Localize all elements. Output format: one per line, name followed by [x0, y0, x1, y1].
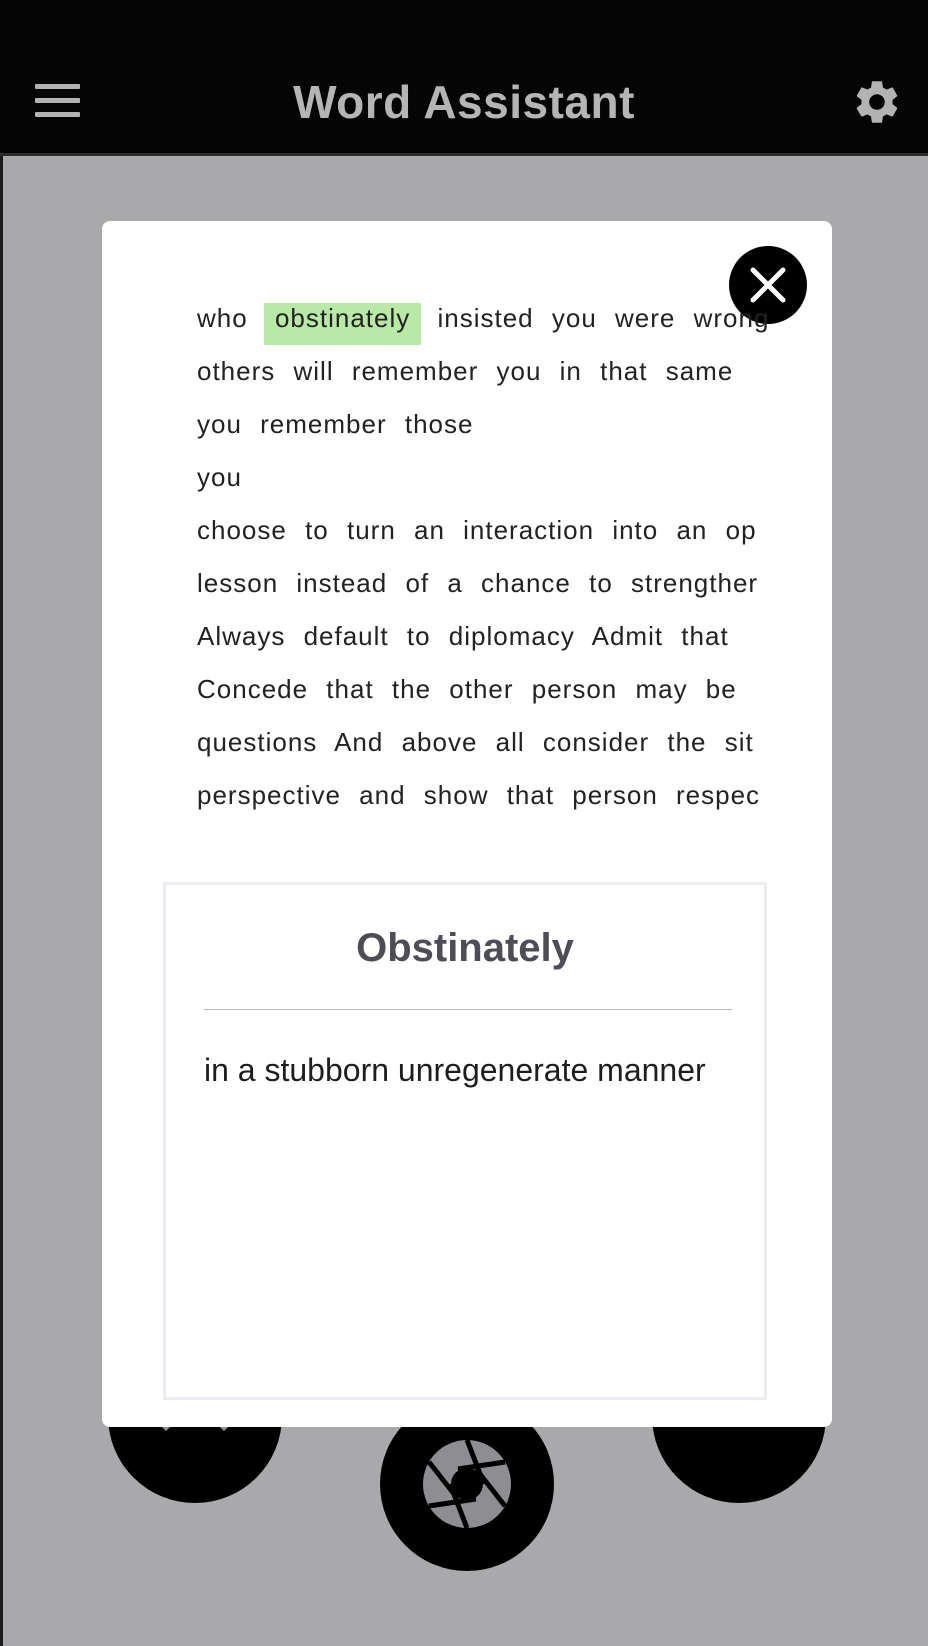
- passage-line: you remember those: [197, 409, 474, 439]
- passage-line: you: [197, 462, 242, 492]
- scanned-passage: [197, 301, 792, 841]
- header-divider: [0, 153, 928, 156]
- definition-divider: [204, 1009, 732, 1010]
- definition-text: in a stubborn unregenerate manner: [204, 1052, 706, 1088]
- passage-line: lesson instead of a chance to strengther: [197, 568, 759, 598]
- passage-line: questions And above all consider the sit: [197, 727, 754, 757]
- passage-line: perspective and show that person respec: [197, 780, 761, 810]
- passage-line: others will remember you in that same: [197, 356, 734, 386]
- app-title: Word Assistant: [293, 76, 635, 128]
- definition-card: [163, 882, 767, 1400]
- passage-line: Always default to diplomacy Admit that: [197, 621, 729, 651]
- definition-word: Obstinately: [356, 926, 574, 970]
- app-header: [0, 0, 928, 155]
- left-edge: [0, 0, 3, 1646]
- passage-line: [197, 301, 769, 335]
- passage-line: Concede that the other person may be: [197, 674, 737, 704]
- passage-word: who: [197, 303, 248, 333]
- word-lookup-modal: [102, 221, 832, 1427]
- gear-icon[interactable]: [851, 76, 903, 128]
- passage-text: insisted you were wrong: [437, 303, 770, 333]
- highlighted-word[interactable]: obstinately: [264, 303, 421, 345]
- passage-line: choose to turn an interaction into an op: [197, 515, 757, 545]
